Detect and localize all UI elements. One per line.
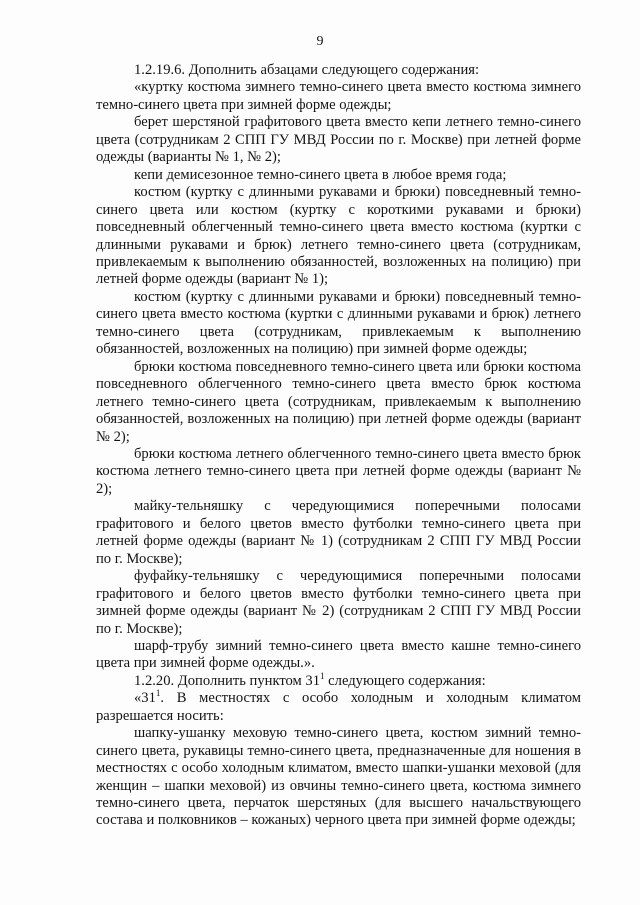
paragraph-1-2-19-6-heading: 1.2.19.6. Дополнить абзацами следующего содержания: <box>134 62 480 78</box>
paragraph-light-trousers: брюки костюма летнего облегченного темно-синего цвета вместо брюк костюма летнего темно-синего цвета при летней форме одежды (вариант № 2); <box>96 445 581 497</box>
paragraph-striped-sweater: фуфайку-тельняшку с чередующимися поперечными полосами графитового и белого цветов вместо футболки темно-синего цвета при зимней форме одежды (вариант № 2) (сотрудникам 2 СПП ГУ МВД России по г. Москве); <box>96 568 581 637</box>
paragraph-everyday-suit-summer: костюм (куртку с длинными рукавами и брюки) повседневный темно-синего цвета или костюм (куртку с короткими рукавами и брюки) повседневный облегченный темно-синего цвета вместо костюма (куртки с длинными рукавами и брюк) летнего темно-синего цвета (сотрудникам, привлекаемым к выполнению обязанностей, возложенных на полицию) при летней форме одежды (вариант № 1); <box>96 184 581 288</box>
paragraph-clause-31-1 <box>96 690 581 725</box>
paragraph-demiseason-cap: кепи демисезонное темно-синего цвета в любое время года; <box>134 166 507 183</box>
clause-superscript: 1 <box>155 688 161 699</box>
heading-text: 1.2.20. Дополнить пунктом 31 <box>134 672 321 689</box>
paragraph-everyday-suit-winter: костюм (куртку с длинными рукавами и брюки) повседневный темно-синего цвета вместо костюма (куртки с длинными рукавами и брюк) летнего темно-синего цвета (сотрудникам, привлекаемым к выполнению обязанностей, возложенных на полицию) при зимней форме одежды; <box>96 288 581 358</box>
document-body <box>96 62 581 830</box>
heading-text-tail: следующего содержания: <box>324 672 486 689</box>
heading-superscript: 1 <box>320 670 325 681</box>
clause-text: . В местностях с особо холодным и холодным климатом разрешается носить: <box>96 690 581 724</box>
paragraph-cold-climate-items: шапку-ушанку меховую темно-синего цвета, костюм зимний темно-синего цвета, рукавицы темно-синего цвета, предназначенные для ношения в местностях с особо холодным климатом, вместо шапки-ушанки меховой (для женщин – шапки меховой) из овчины темно-синего цвета, костюма зимнего темно-синего цвета, перчаток шерстяных (для высшего начальствующего состава и полковников – кожаных) черного цвета при зимней форме одежды; <box>96 725 581 829</box>
paragraph-1-2-20-heading <box>96 670 581 690</box>
clause-number: «31 <box>134 690 156 707</box>
paragraph-beret: берет шерстяной графитового цвета вместо кепи летнего темно-синего цвета (сотрудникам 2 СПП ГУ МВД России по г. Москве) при летней форме одежды (варианты № 1, № 2); <box>96 114 581 166</box>
paragraph-winter-jacket: «куртку костюма зимнего темно-синего цвета вместо костюма зимнего темно-синего цвета при зимней форме одежды; <box>96 79 581 113</box>
paragraph-striped-tank-top: майку-тельняшку с чередующимися поперечными полосами графитового и белого цветов вместо футболки темно-синего цвета при летней форме одежды (вариант № 1) (сотрудникам 2 СПП ГУ МВД России по г. Москве); <box>96 498 581 567</box>
page-number: 9 <box>316 34 324 49</box>
paragraph-scarf-tube: шарф-трубу зимний темно-синего цвета вместо кашне темно-синего цвета при зимней форме одежды.». <box>96 637 581 672</box>
paragraph-everyday-trousers: брюки костюма повседневного темно-синего цвета или брюки костюма повседневного облегченного темно-синего цвета вместо брюк костюма летнего темно-синего цвета (сотрудникам, привлекаемым к выполнению обязанностей, возложенных на полицию) при летней форме одежды (вариант № 2); <box>96 358 581 445</box>
